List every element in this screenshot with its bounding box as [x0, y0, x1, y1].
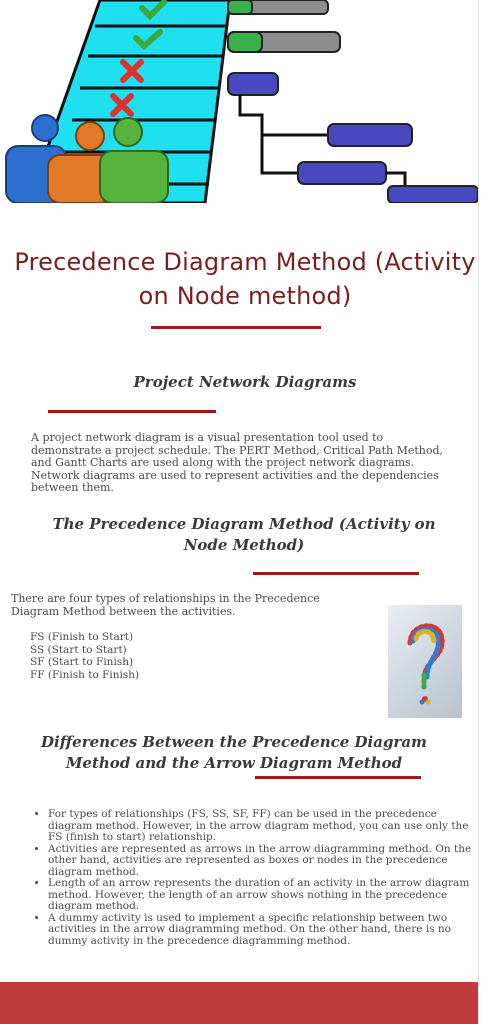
section-divider — [255, 776, 421, 779]
section-body-network: A project network diagram is a visual presentation tool used to demonstrate a project schedule. The PERT Method, Critical Path Method, and Gantt Charts are used along with the project network diagrams. Network diagrams are used to represent activities and the dependencies between them. — [31, 431, 444, 494]
section-heading-differences: Differences Between the Precedence Diagram Method and the Arrow Diagram Method — [41, 733, 427, 772]
differences-list — [30, 809, 474, 947]
hero-illustration — [0, 0, 478, 203]
list-item: SF (Start to Finish) — [30, 656, 134, 668]
page-title: Precedence Diagram Method (Activity on Node method) — [14, 248, 476, 310]
question-mark-image — [388, 605, 462, 718]
relationship-list — [30, 631, 280, 681]
section-divider — [48, 410, 216, 413]
title-divider — [151, 326, 321, 329]
list-item: • For types of relationships (FS, SS, SF, FF) can be used in the precedence diagram method. However, in the arrow diagram method, you can use only the FS (finish to start) relationship. — [48, 809, 474, 844]
section-body-pdm: There are four types of relationships in the Precedence Diagram Method between the activities. — [11, 592, 320, 618]
list-item: FF (Finish to Finish) — [30, 668, 140, 681]
list-item: FS (Finish to Start) — [30, 631, 134, 643]
list-item: SS (Start to Start) — [30, 643, 127, 656]
list-item: • Activities are represented as arrows in the arrow diagramming method. On the other hand, activities are represented as boxes or nodes in the precedence diagram method. — [48, 844, 474, 879]
section-heading-pdm: The Precedence Diagram Method (Activity on Node Method) — [52, 515, 436, 554]
footer-band — [0, 982, 478, 1024]
checklist-illustration — [0, 0, 478, 203]
section-heading-network: Project Network Diagrams — [133, 373, 357, 391]
list-item: • A dummy activity is used to implement a specific relationship between two activities in the arrow diagramming method. On the other hand, there is no dummy activity in the precedence diagramming method. — [48, 913, 474, 948]
section-divider — [253, 572, 419, 575]
list-item: • Length of an arrow represents the duration of an activity in the arrow diagram method. However, the length of an arrow shows nothing in the precedence diagram method. — [48, 878, 474, 913]
